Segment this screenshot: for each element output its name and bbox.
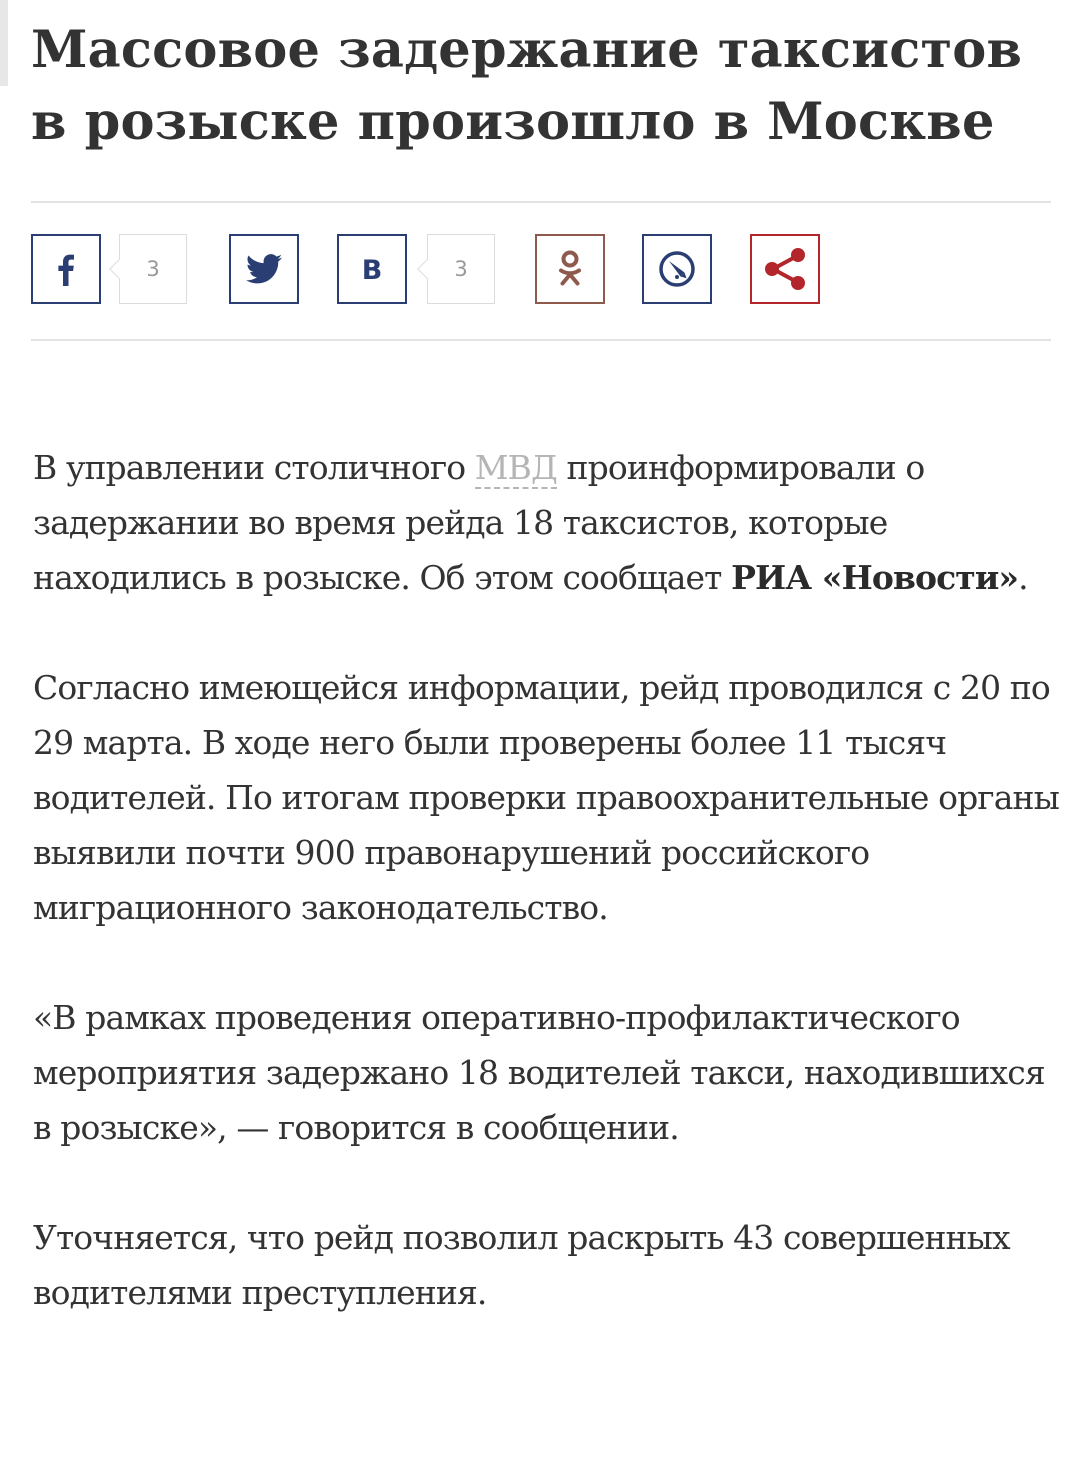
- article-paragraph-1: [33, 440, 1063, 605]
- odnoklassniki-share-button[interactable]: [535, 234, 605, 304]
- paragraph-1-intro: В управлении столичного: [33, 448, 475, 487]
- vk-share-count: [427, 234, 495, 304]
- livejournal-icon: [658, 250, 696, 288]
- paragraph-1-text: проинформировали о задержании во время рейда 18 таксистов, которые находились в розыске. Об этом сообщает: [33, 448, 925, 597]
- vk-icon: [358, 254, 386, 284]
- odnoklassniki-icon: [557, 250, 583, 288]
- livejournal-share-button[interactable]: [642, 234, 712, 304]
- left-edge-strip: [0, 0, 8, 86]
- facebook-share-button[interactable]: [31, 234, 101, 304]
- divider-top: [31, 201, 1051, 203]
- mvd-link[interactable]: МВД: [474, 448, 557, 487]
- news-source: РИА «Новости»: [731, 558, 1019, 597]
- facebook-share-count-value: 3: [146, 257, 160, 281]
- article-headline: Массовое задержание таксистов в розыске произошло в Москве: [31, 20, 1023, 152]
- article-paragraph-2: Согласно имеющейся информации, рейд проводился с 20 по 29 марта. В ходе него были проверены более 11 тысяч водителей. По итогам проверки правоохранительные органы выявили почти 900 правонарушений российского миграционного законодательство.: [33, 668, 1059, 927]
- facebook-icon: [49, 252, 83, 286]
- article-paragraph-3: «В рамках проведения оперативно-профилактического мероприятия задержано 18 водителей такси, находившихся в розыске», — говорится в сообщении.: [33, 998, 1045, 1147]
- paragraph-1-end: .: [1018, 558, 1028, 597]
- share-icon: [760, 244, 810, 294]
- article-paragraph-4: Уточняется, что рейд позволил раскрыть 43 совершенных водителями преступления.: [33, 1218, 1010, 1312]
- twitter-icon: [246, 254, 282, 284]
- article-body: [33, 440, 1063, 1375]
- more-share-button[interactable]: [750, 234, 820, 304]
- svg-text:В: В: [361, 255, 383, 284]
- facebook-share-count: [119, 234, 187, 304]
- vk-share-button[interactable]: [337, 234, 407, 304]
- divider-bottom: [31, 339, 1051, 341]
- vk-share-count-value: 3: [454, 257, 468, 281]
- twitter-share-button[interactable]: [229, 234, 299, 304]
